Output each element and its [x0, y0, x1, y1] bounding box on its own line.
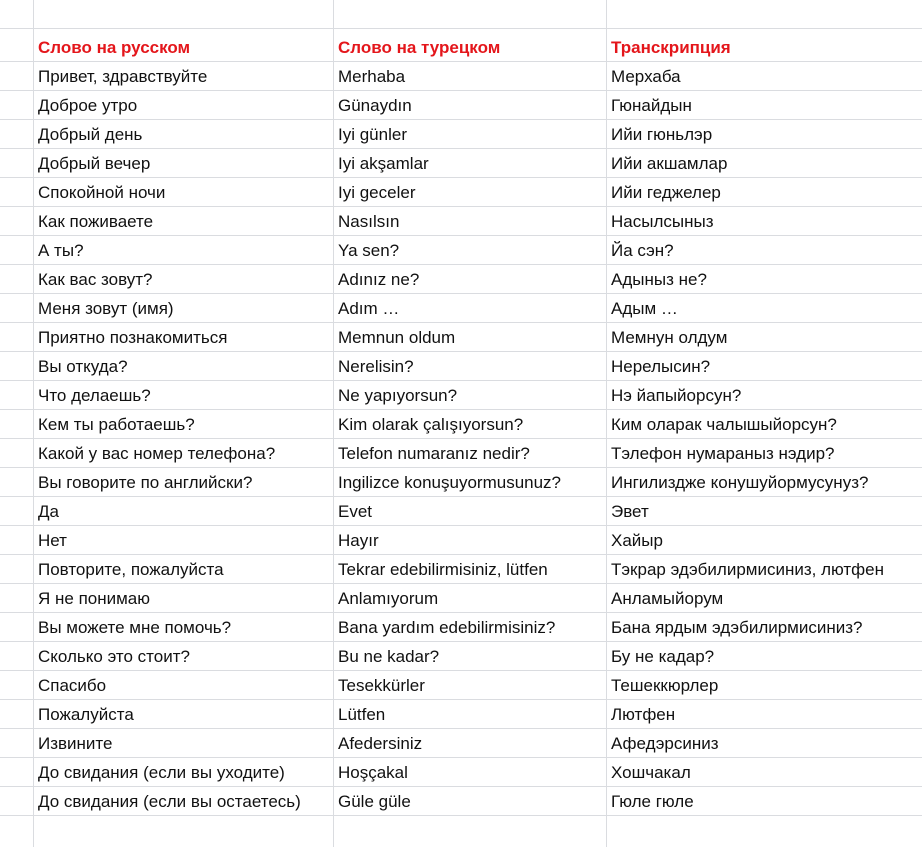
table-row [0, 468, 922, 497]
cell-russian[interactable]: Доброе утро [38, 96, 138, 115]
cell-transcription[interactable]: Хайыр [611, 531, 663, 550]
cell-transcription[interactable]: Тэкрар эдэбилирмисиниз, лютфен [611, 560, 884, 579]
cell-turkish[interactable]: Nasılsın [338, 212, 400, 231]
cell-russian[interactable]: Вы говорите по английски? [38, 473, 253, 492]
cell-russian[interactable]: До свидания (если вы остаетесь) [38, 792, 301, 811]
cell-transcription[interactable]: Тэлефон нумараныз нэдир? [611, 444, 835, 463]
table-row [0, 62, 922, 91]
cell-turkish[interactable]: Telefon numaranız nedir? [338, 444, 530, 463]
cell-turkish[interactable]: Adınız ne? [338, 270, 420, 289]
cell-turkish[interactable]: Ingilizce konuşuyormusunuz? [338, 473, 562, 492]
cell-russian[interactable]: До свидания (если вы уходите) [38, 763, 285, 782]
table-row [0, 700, 922, 729]
cell-turkish[interactable]: Güle güle [338, 792, 411, 811]
table-row [0, 207, 922, 236]
header-row [0, 33, 922, 62]
table-row [0, 178, 922, 207]
cell-russian[interactable]: Добрый вечер [38, 154, 151, 173]
table-row [0, 526, 922, 555]
cell-transcription[interactable]: Мемнун олдум [611, 328, 728, 347]
empty-row-bottom [0, 816, 922, 845]
cell-turkish[interactable]: Anlamıyorum [338, 589, 439, 608]
table-row [0, 381, 922, 410]
cell-russian[interactable]: Приятно познакомиться [38, 328, 228, 347]
cell-turkish[interactable]: Iyi geceler [338, 183, 416, 202]
table-row [0, 671, 922, 700]
table-row [0, 323, 922, 352]
cell-russian[interactable]: Вы откуда? [38, 357, 128, 376]
table-row [0, 149, 922, 178]
cell-russian[interactable]: Что делаешь? [38, 386, 151, 405]
cell-russian[interactable]: Спасибо [38, 676, 107, 695]
cell-turkish[interactable]: Adım … [338, 299, 400, 318]
cell-russian[interactable]: Да [38, 502, 59, 521]
cell-russian[interactable]: А ты? [38, 241, 84, 260]
cell-turkish[interactable]: Merhaba [338, 67, 406, 86]
empty-row-top [0, 0, 922, 29]
cell-transcription[interactable]: Нэ йапыйорсун? [611, 386, 742, 405]
cell-transcription[interactable]: Ингилиздже конушуйормусунуз? [611, 473, 869, 492]
cell-turkish[interactable]: Iyi günler [338, 125, 407, 144]
cell-russian[interactable]: Сколько это стоит? [38, 647, 190, 666]
cell-russian[interactable]: Как поживаете [38, 212, 154, 231]
header-turkish[interactable]: Слово на турецком [338, 38, 501, 57]
cell-russian[interactable]: Кем ты работаешь? [38, 415, 195, 434]
cell-transcription[interactable]: Тешеккюрлер [611, 676, 719, 695]
table-row [0, 294, 922, 323]
cell-transcription[interactable]: Гюнайдын [611, 96, 692, 115]
cell-transcription[interactable]: Адым … [611, 299, 678, 318]
table-row [0, 613, 922, 642]
cell-russian[interactable]: Вы можете мне помочь? [38, 618, 232, 637]
cell-transcription[interactable]: Йа сэн? [611, 241, 674, 260]
cell-transcription[interactable]: Бу не кадар? [611, 647, 715, 666]
cell-transcription[interactable]: Афедэрсиниз [611, 734, 719, 753]
table-row [0, 584, 922, 613]
cell-russian[interactable]: Как вас зовут? [38, 270, 153, 289]
table-row [0, 410, 922, 439]
cell-russian[interactable]: Меня зовут (имя) [38, 299, 174, 318]
header-russian[interactable]: Слово на русском [38, 38, 191, 57]
cell-turkish[interactable]: Lütfen [338, 705, 386, 724]
cell-turkish[interactable]: Tesekkürler [338, 676, 425, 695]
table-row [0, 439, 922, 468]
cell-turkish[interactable]: Afedersiniz [338, 734, 423, 753]
cell-transcription[interactable]: Ким оларак чалышыйорсун? [611, 415, 837, 434]
cell-turkish[interactable]: Ne yapıyorsun? [338, 386, 458, 405]
cell-transcription[interactable]: Ийи геджелер [611, 183, 721, 202]
cell-turkish[interactable]: Nerelisin? [338, 357, 414, 376]
cell-transcription[interactable]: Мерхаба [611, 67, 681, 86]
table-row [0, 236, 922, 265]
cell-russian[interactable]: Спокойной ночи [38, 183, 166, 202]
table-row [0, 120, 922, 149]
cell-turkish[interactable]: Hoşçakal [338, 763, 408, 782]
cell-transcription[interactable]: Гюле гюле [611, 792, 694, 811]
cell-transcription[interactable]: Лютфен [611, 705, 676, 724]
cell-russian[interactable]: Привет, здравствуйте [38, 67, 208, 86]
table-row [0, 758, 922, 787]
cell-turkish[interactable]: Günaydın [338, 96, 412, 115]
table-row [0, 265, 922, 294]
cell-transcription[interactable]: Бана ярдым эдэбилирмисиниз? [611, 618, 863, 637]
cell-transcription[interactable]: Нерелысин? [611, 357, 711, 376]
cell-russian[interactable]: Добрый день [38, 125, 143, 144]
cell-transcription[interactable]: Ийи акшамлар [611, 154, 728, 173]
table-row [0, 352, 922, 381]
table-row [0, 91, 922, 120]
cell-turkish[interactable]: Memnun oldum [338, 328, 456, 347]
cell-turkish[interactable]: Tekrar edebilirmisiniz, lütfen [338, 560, 548, 579]
table-row [0, 555, 922, 584]
cell-turkish[interactable]: Bana yardım edebilirmisiniz? [338, 618, 556, 637]
table-row [0, 787, 922, 816]
cell-transcription[interactable]: Ийи гюньлэр [611, 125, 713, 144]
cell-transcription[interactable]: Насылсыныз [611, 212, 714, 231]
table-row [0, 642, 922, 671]
cell-turkish[interactable]: Hayır [338, 531, 379, 550]
table-row [0, 497, 922, 526]
cell-russian[interactable]: Я не понимаю [38, 589, 151, 608]
cell-turkish[interactable]: Ya sen? [338, 241, 400, 260]
table-row [0, 729, 922, 758]
cell-russian[interactable]: Нет [38, 531, 67, 550]
cell-transcription[interactable]: Анламыйорум [611, 589, 724, 608]
cell-turkish[interactable]: Bu ne kadar? [338, 647, 440, 666]
cell-russian[interactable]: Какой у вас номер телефона? [38, 444, 276, 463]
cell-russian[interactable]: Пожалуйста [38, 705, 134, 724]
cell-transcription[interactable]: Адыныз не? [611, 270, 707, 289]
cell-russian[interactable]: Повторите, пожалуйста [38, 560, 224, 579]
header-transcription[interactable]: Транскрипция [611, 38, 731, 57]
cell-turkish[interactable]: Evet [338, 502, 373, 521]
cell-turkish[interactable]: Iyi akşamlar [338, 154, 429, 173]
cell-transcription[interactable]: Эвет [611, 502, 649, 521]
cell-russian[interactable]: Извините [38, 734, 113, 753]
cell-turkish[interactable]: Kim olarak çalışıyorsun? [338, 415, 524, 434]
cell-transcription[interactable]: Хошчакал [611, 763, 691, 782]
